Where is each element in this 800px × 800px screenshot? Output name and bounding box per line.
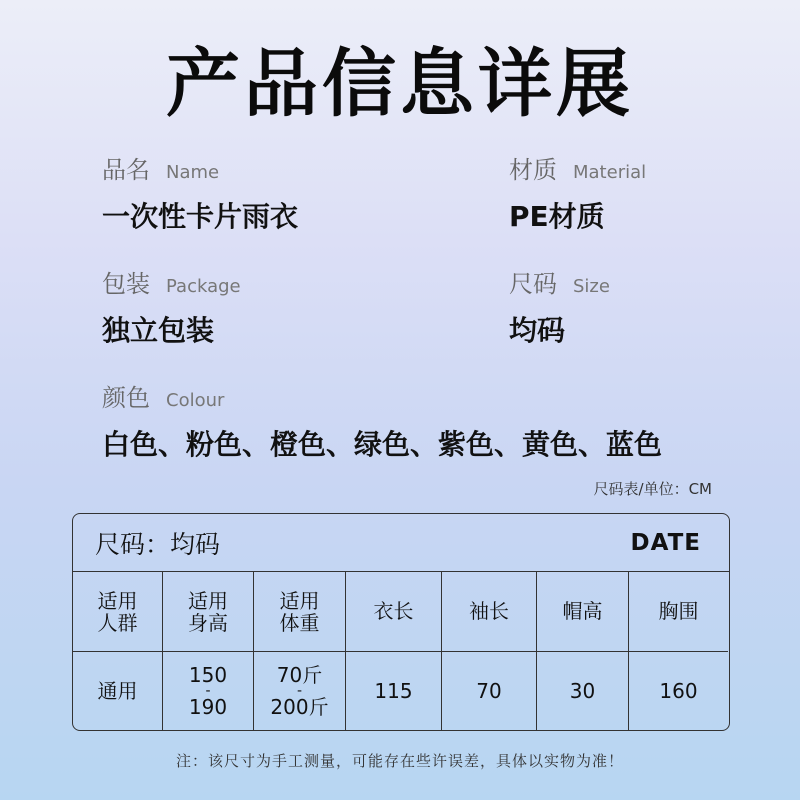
header-height-line2: 身高 <box>188 610 228 635</box>
field-colour <box>102 378 662 463</box>
field-colour-label-en: Colour <box>166 390 225 411</box>
field-size <box>509 264 610 349</box>
size-table-date-label: DATE <box>630 529 701 556</box>
page-title: 产品信息详展 <box>166 41 634 127</box>
header-weight-line1: 适用 <box>279 588 320 613</box>
header-weight-line2: 体重 <box>279 610 320 635</box>
field-package-label-en: Package <box>166 276 241 297</box>
header-height-line1: 适用 <box>188 588 228 613</box>
field-name-label: 品名 <box>102 156 150 184</box>
field-package <box>102 264 241 349</box>
field-material <box>509 150 646 235</box>
header-chest: 胸围 <box>629 572 728 652</box>
header-sleeve: 袖长 <box>442 572 537 652</box>
header-length: 衣长 <box>346 572 442 652</box>
cell-weight-max: 200斤 <box>270 695 329 719</box>
size-table-grid <box>73 572 729 730</box>
field-colour-value: 白色、粉色、橙色、绿色、紫色、黄色、蓝色 <box>102 428 663 461</box>
unit-note: 尺码表/单位：CM <box>593 480 712 498</box>
cell-weight-min: 70斤 <box>276 663 323 687</box>
cell-weight <box>254 652 346 730</box>
header-crowd <box>73 572 163 652</box>
size-table-size-label: 尺码：均码 <box>95 529 221 559</box>
cell-height-max: 190 <box>188 695 228 719</box>
field-package-label: 包装 <box>102 270 150 298</box>
field-name-label-en: Name <box>166 162 220 183</box>
header-crowd-line2: 人群 <box>97 610 138 635</box>
field-material-label: 材质 <box>509 156 557 184</box>
size-table-header <box>73 514 729 572</box>
cell-height-min: 150 <box>188 663 228 687</box>
cell-hood: 30 <box>537 652 629 730</box>
cell-sleeve: 70 <box>442 652 537 730</box>
cell-weight-separator: - <box>296 683 303 699</box>
header-hood: 帽高 <box>537 572 629 652</box>
field-size-label-en: Size <box>573 276 610 297</box>
footnote: 注：该尺寸为手工测量，可能存在些许误差，具体以实物为准！ <box>175 752 624 770</box>
field-package-value: 独立包装 <box>102 314 215 347</box>
cell-height <box>163 652 254 730</box>
cell-chest: 160 <box>659 678 698 703</box>
cell-crowd: 通用 <box>73 652 163 730</box>
field-size-value: 均码 <box>509 314 566 347</box>
field-material-value: PE材质 <box>509 200 605 233</box>
field-name <box>102 150 298 235</box>
header-crowd-line1: 适用 <box>97 588 138 613</box>
header-height <box>163 572 254 652</box>
size-table <box>72 513 730 731</box>
field-colour-label: 颜色 <box>102 384 150 412</box>
field-material-label-en: Material <box>573 162 647 183</box>
field-size-label: 尺码 <box>509 270 557 298</box>
header-weight <box>254 572 346 652</box>
cell-height-separator: - <box>205 683 211 699</box>
field-name-value: 一次性卡片雨衣 <box>102 200 299 233</box>
cell-length: 115 <box>346 652 442 730</box>
